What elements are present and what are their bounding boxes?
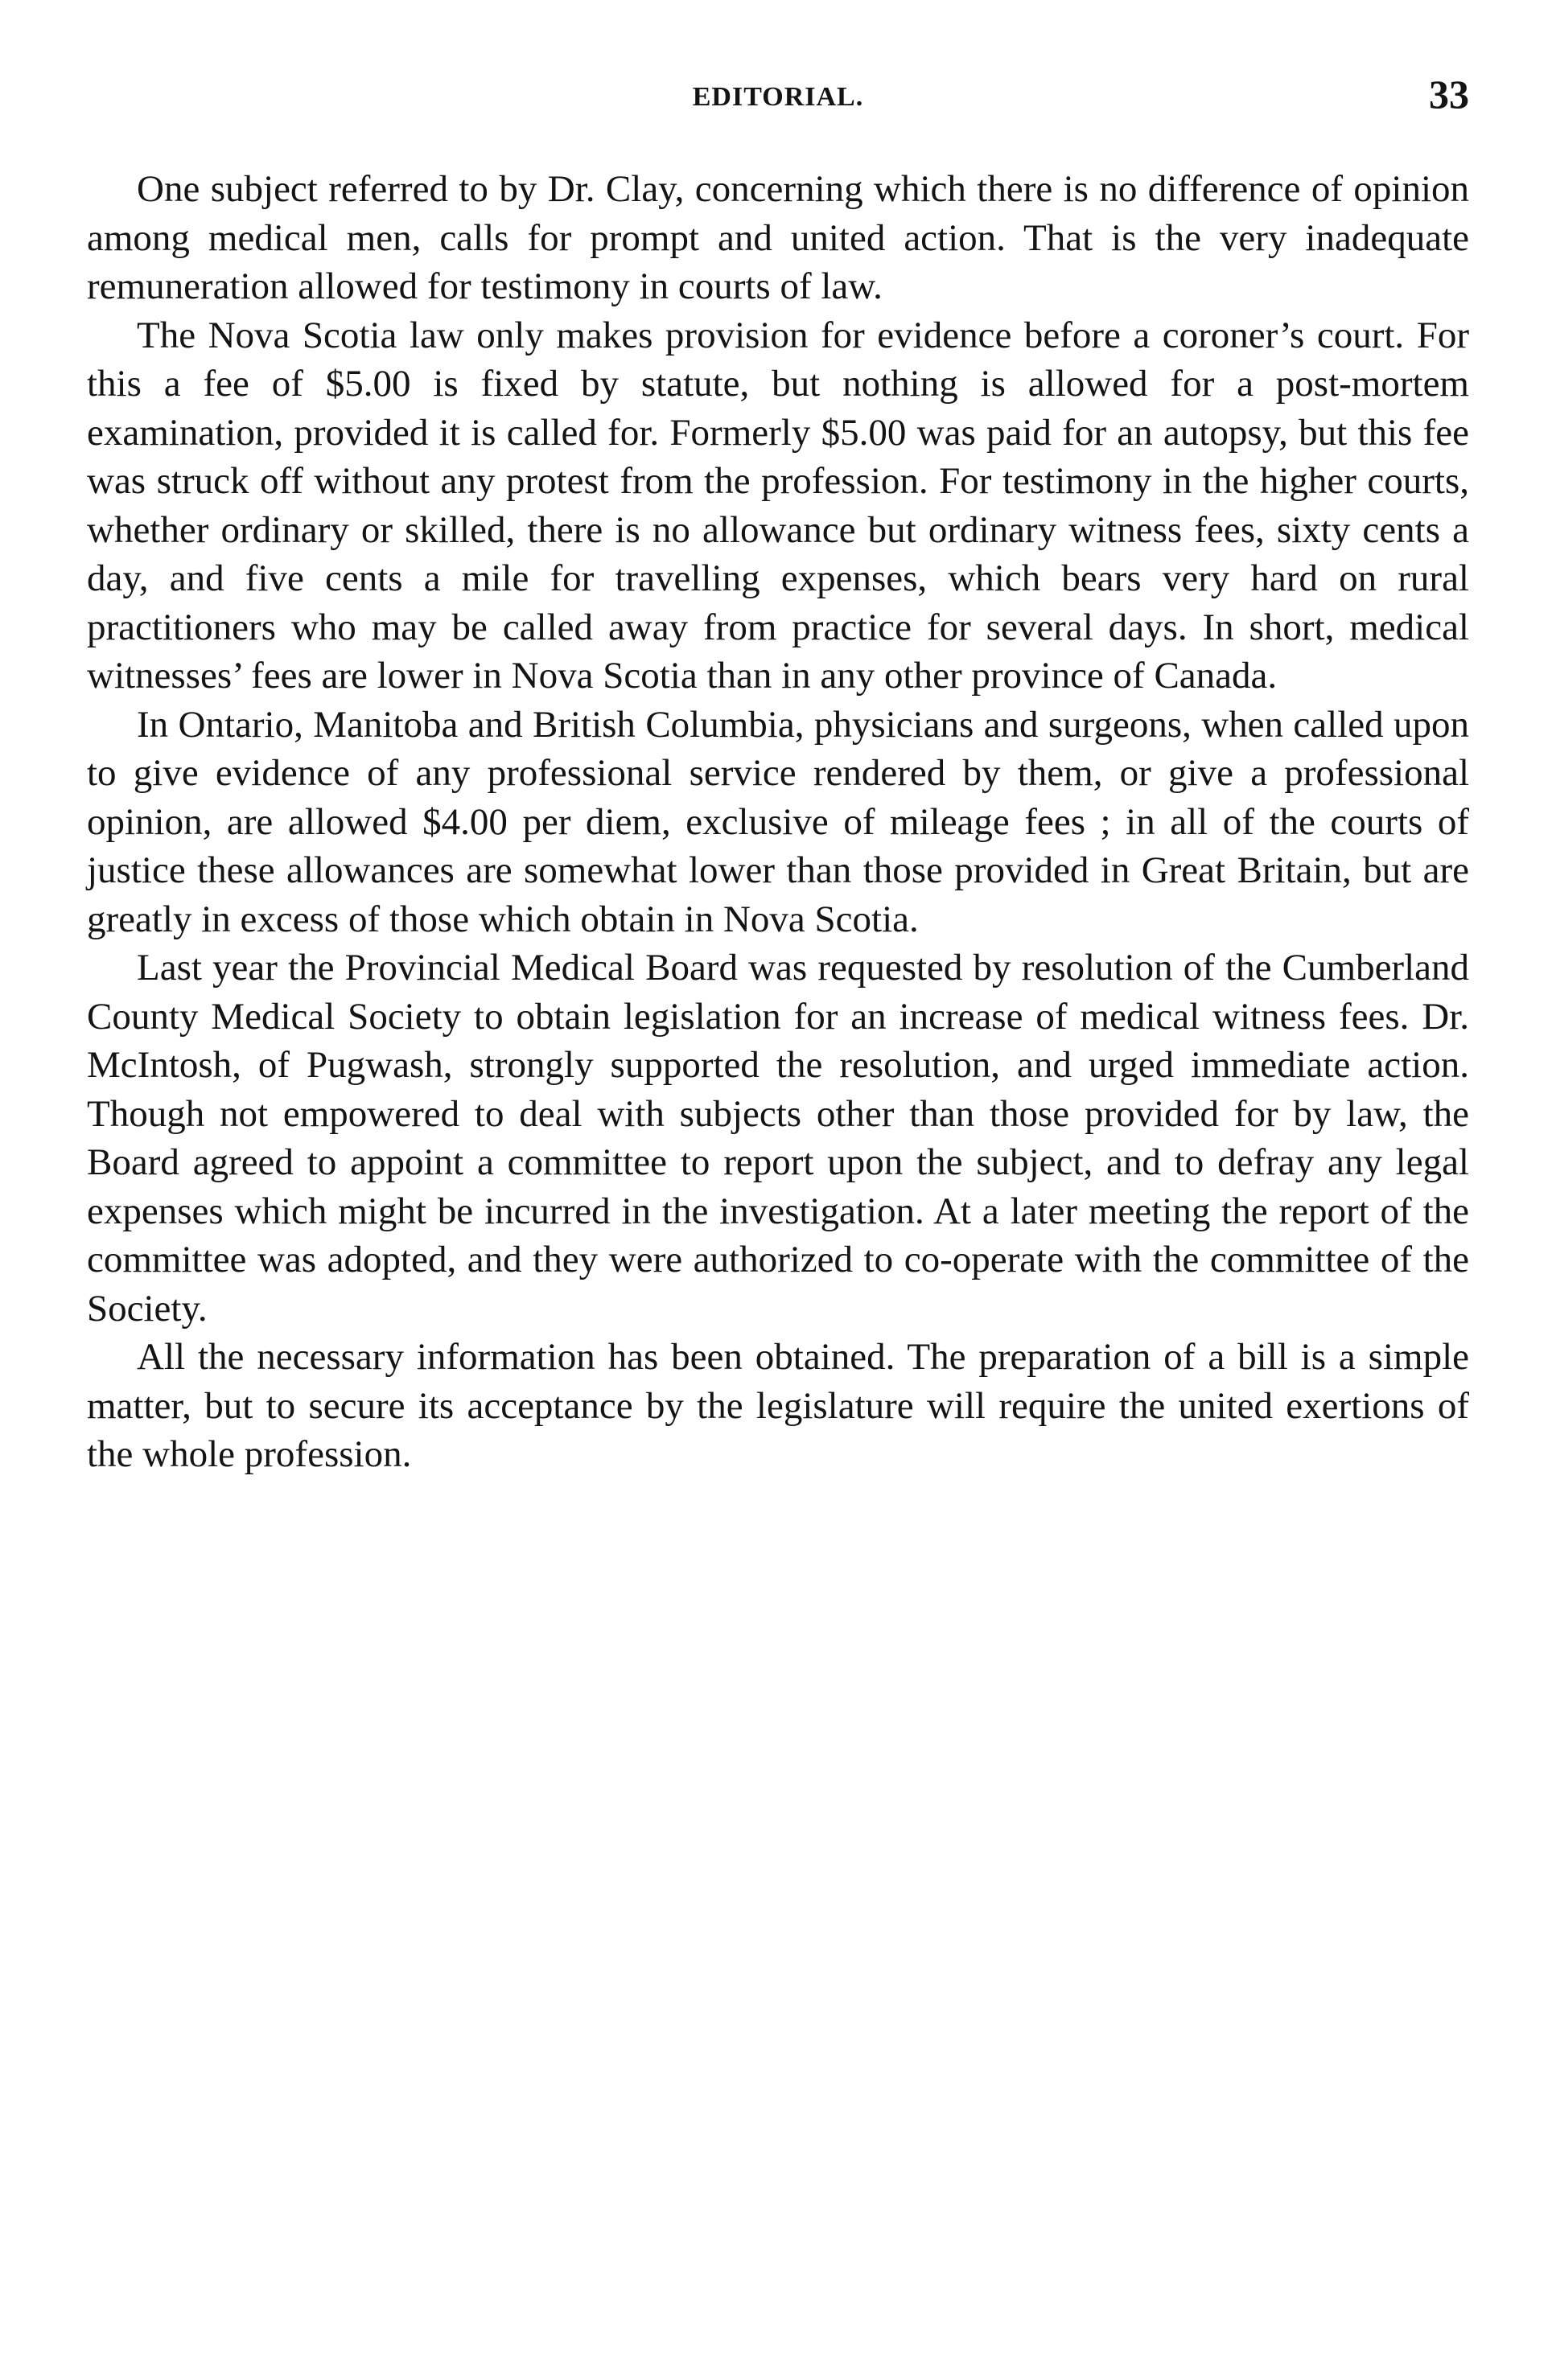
running-title: EDITORIAL. (692, 82, 864, 112)
paragraph-conclusion: All the necessary information has been obtained. The preparation of a bill is a simple matter, but to secure its acceptance by the legislature will require the united exertions of the whole profession. (87, 1336, 1469, 1475)
paragraph-nova-scotia-law: The Nova Scotia law only makes provision for evidence before a coroner’s court. For this a fee of $5.00 is fixed by statute, but nothing is allowed for a post-mortem examination, provided it is called for. Formerly $5.00 was paid for an autopsy, but this fee was struck off without any protest from the profession. For testimony in the higher courts, whether ordinary or skilled, there is no allowance but ordinary witness fees, sixty cents a day, and five cents a mile for travelling expenses, which bears very hard on rural practitioners who may be called away from practice for several days. In short, medical witnesses’ fees are lower in Nova Scotia than in any other province of Canada. (87, 314, 1469, 697)
editorial-body (87, 165, 1469, 1479)
page-number: 33 (1429, 72, 1469, 117)
paragraph-other-provinces: In Ontario, Manitoba and British Columbia, physicians and surgeons, when called upon to give evidence of any professional service rendered by them, or give a professional opinion, are allowed $4.00 per diem, exclusive of mileage fees ; in all of the courts of justice these allowances are somewhat lower than those provided in Great Britain, but are greatly in excess of those which obtain in Nova Scotia. (87, 703, 1469, 940)
paragraph-medical-board: Last year the Provincial Medical Board was requested by resolution of the Cumberland County Medical Society to obtain legislation for an increase of medical witness fees. Dr. McIntosh, of Pugwash, strongly supported the resolution, and urged immediate action. Though not empowered to deal with subjects other than those provided for by law, the Board agreed to appoint a committee to report upon the subject, and to defray any legal expenses which might be incurred in the investigation. At a later meeting the report of the committee was adopted, and they were authorized to co-operate with the committee of the Society. (87, 947, 1469, 1330)
running-head (87, 71, 1469, 119)
paragraph-witness-remuneration: One subject referred to by Dr. Clay, concerning which there is no difference of opinion among medical men, calls for prompt and united action. That is the very inadequate remuneration allowed for testimony in courts of law. (87, 168, 1469, 307)
